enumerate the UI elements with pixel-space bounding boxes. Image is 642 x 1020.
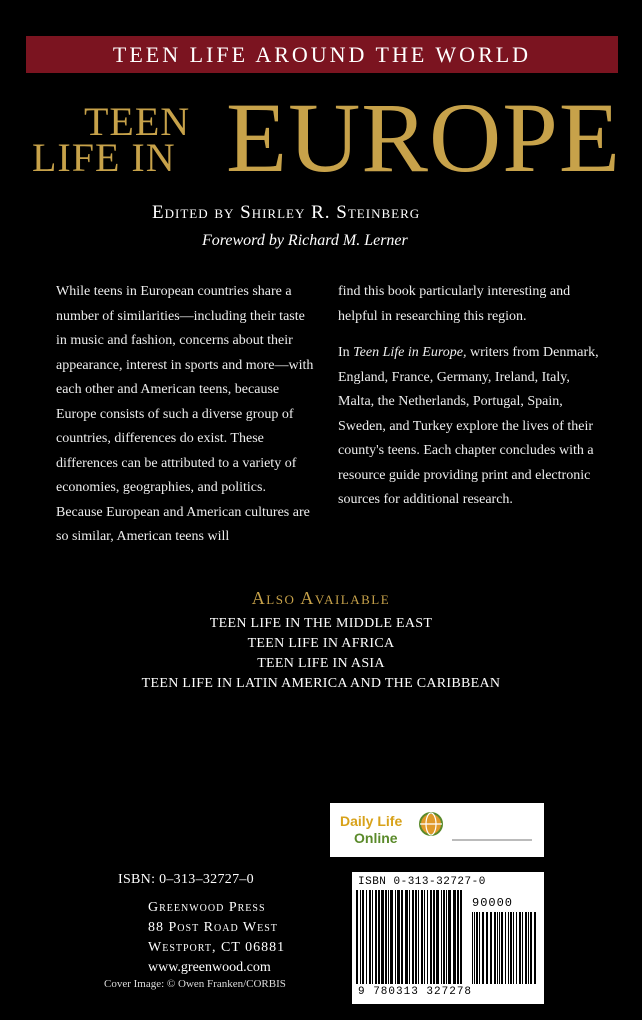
list-item: TEEN LIFE IN AFRICA: [247, 636, 395, 651]
logo-line-online: Online: [354, 830, 398, 846]
globe-icon: [418, 811, 444, 837]
description-paragraph: [338, 341, 600, 513]
publisher-name: Greenwood Press: [148, 900, 266, 915]
barcode-price-code: 90000: [472, 896, 514, 910]
list-item: TEEN LIFE IN ASIA: [257, 656, 385, 671]
cover-image-credit: Cover Image: © Owen Franken/CORBIS: [104, 978, 286, 990]
logo-line-daily-life: Daily Life: [340, 813, 403, 829]
publisher-block: [118, 870, 285, 978]
title-europe: EUROPE: [226, 82, 621, 193]
list-item: TEEN LIFE IN THE MIDDLE EAST: [209, 616, 433, 631]
publisher-city: Westport, CT 06881: [148, 940, 286, 955]
foreword-credit: Foreword by Richard M. Lerner: [202, 232, 408, 249]
publisher-url: www.greenwood.com: [148, 960, 271, 975]
barcode: [352, 872, 544, 1004]
paragraph-prefix: In: [338, 345, 354, 360]
barcode-ean-number: 9 780313 327278: [358, 986, 473, 998]
isbn-text: ISBN: 0–313–32727–0: [118, 872, 254, 887]
title-line-teen: TEEN: [84, 99, 191, 144]
book-title-italic: Teen Life in Europe,: [353, 345, 467, 360]
also-available-list: [0, 614, 642, 694]
title-line-life-in: LIFE IN: [32, 135, 176, 180]
daily-life-online-logo: [330, 803, 544, 857]
description-paragraph: While teens in European countries share a number of similarities—including their taste in music and fashion, concerns about their appearance, interest in sports and more—with each other and American teens, because Europe consists of such a diverse group of countries, differences do exist. These differences can be attributed to a variety of economies, geographies, and politics. Because European and American cultures are so similar, American teens will: [56, 284, 314, 544]
also-available-heading: Also Available: [251, 588, 391, 608]
logo-text: [340, 813, 402, 847]
list-item: TEEN LIFE IN LATIN AMERICA AND THE CARIBBEAN: [141, 676, 501, 691]
barcode-isbn-label: ISBN 0-313-32727-0: [358, 876, 486, 888]
series-banner: TEEN LIFE AROUND THE WORLD: [26, 36, 618, 73]
paragraph-text: writers from Denmark, England, France, Germany, Ireland, Italy, Malta, the Netherlands, Portugal, Spain, Sweden, and Turkey explore the lives of their county's teens. Each chapter concludes with a resource guide providing print and electronic sources for additional research.: [338, 345, 599, 507]
description-right-column: [338, 280, 600, 525]
publisher-address: [118, 898, 285, 958]
publisher-street: 88 Post Road West: [148, 920, 278, 935]
logo-tagline-rule: [452, 839, 532, 841]
editor-credit: Edited by Shirley R. Steinberg: [152, 202, 421, 223]
description-paragraph: find this book particularly interesting and helpful in researching this region.: [338, 284, 571, 324]
description-left-column: [56, 280, 314, 562]
